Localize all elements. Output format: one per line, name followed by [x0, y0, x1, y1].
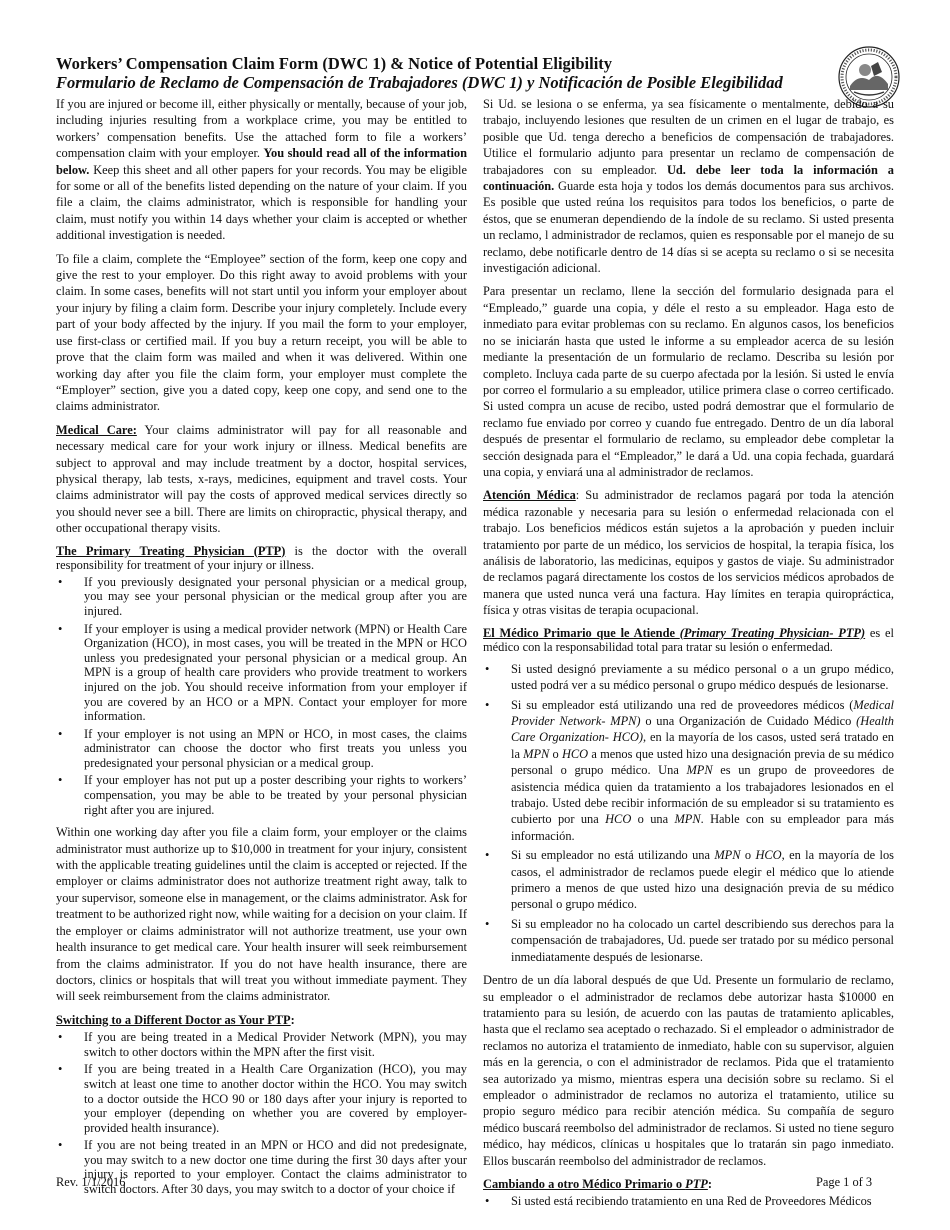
list-item: • If your employer is not using an MPN or HCO, in most cases, the claims administrator can choose the doctor who first treats you unless you predesignated your personal physician or a medical group.: [84, 727, 467, 771]
bullet-text: o: [740, 848, 756, 863]
bullet-text: Si su empleador está utilizando una red de proveedores médicos (: [511, 697, 854, 712]
bullet-text: , en la mayoría de los casos, usted será tratado en la: [511, 730, 894, 761]
ptp-bullet-list-es: [483, 661, 894, 965]
list-item: • Si su empleador no ha colocado un cartel describiendo sus derechos para la compensación de trabajadores, Ud. puede ser tratado por su médico personal inmediatamente después de lesionarse.: [511, 916, 894, 965]
title-english: Workers’ Compensation Claim Form (DWC 1) & Notice of Potential Eligibility: [56, 54, 613, 73]
switching-heading-text: Switching to a Different Doctor as Your PTP: [56, 1012, 291, 1027]
medical-care-heading: Medical Care:: [56, 422, 137, 437]
list-item: [511, 847, 894, 913]
bullet-italic: (Health Care Organization- HCO): [511, 714, 894, 745]
english-column: [56, 96, 467, 1204]
ptp-bullet-list: [56, 575, 467, 818]
bullet-text: o una: [631, 812, 675, 827]
ptp-paragraph: [56, 544, 467, 573]
page-number: Page 1 of 3: [816, 1175, 873, 1189]
intro-text-es: Si Ud. se lesiona o se enferma, ya sea físicamente o mentalmente, debido a su trabajo, incluyendo lesiones que resulten de un crimen en el lugar de trabajo, es posible que Ud. tenga derecho a beneficios de compensación de trabajadores. Utilice el formulario adjunto para presentar un reclamo de compensación de trabajadores con su empleador.: [483, 97, 894, 177]
authorization-paragraph-es: Dentro de un día laboral después de que Ud. Presente un formulario de reclamo, su empleador o el administrador de reclamos debe autorizar hasta $10000 en tratamiento para su lesión, de acuerdo con las pautas de tratamiento aplicables, hasta que el reclamo sea aceptado o rechazado. Si el empleador o administrador de reclamos no autoriza el tratamiento de inmediato, hable con su supervisor, alguien más en la gerencia, o con el administrador de reclamos. Pida que el tratamiento sea autorizado ya mismo, mientras espera una decisión sobre su reclamo. Si el empleador o administrador de reclamos no autoriza el tratamiento, utilice su propio seguro médico para recibir atención médica. Su compañía de seguro médico buscará reembolso del administrador de reclamos. Si usted no tiene seguro médico, hay médicos, clínicas u hospitales que lo tratarán sin pago inmediato. Ellos buscarán reembolso del administrador de reclamos.: [483, 973, 894, 1168]
medical-care-text: Your claims administrator will pay for all reasonable and necessary medical care for your work injury or illness. Medical benefits are subject to approval and may include treatment by a doctor, hospital services, physical therapy, lab tests, x-rays, medicines, equipment and travel costs. Your claims administrator will pay the costs of approved medical services directly so you should never see a bill. There are limits on chiropractic, physical therapy, and other occupational therapy visits.: [56, 422, 467, 536]
switching-heading-es-colon: :: [707, 1176, 712, 1191]
intro-bold-text: You should read all of the information below.: [56, 146, 467, 177]
bullet-italic: HCO: [561, 746, 589, 761]
form-title: [56, 54, 836, 92]
intro-text-cont: Keep this sheet and all other papers for your records. You may be eligible for some or all of the benefits listed depending on the nature of your claim. If you file a claim, the claims administrator, which is responsible for handling your claim, must notify you within 14 days whether your claim is accepted or whether additional investigation is needed.: [56, 162, 467, 243]
switching-heading-es-italic: PTP: [685, 1176, 708, 1191]
bullet-italic: HCO: [605, 812, 632, 827]
bullet-italic: MPN: [674, 812, 701, 827]
ptp-heading-es: El Médico Primario que le Atiende: [483, 625, 680, 640]
medical-care-text-es: : Su administrador de reclamos pagará por toda la atención médica razonable y necesaria para su lesión o enfermedad relacionada con el trabajo. Los beneficios médicos están sujetos a la aprobación y pueden incluir tratamiento por parte de un médico, los servicios de hospital, la terapia física, los análisis de laboratorio, las medicinas, equipos y gastos de viaje. Su administrador de reclamos pagará directamente los costos de los servicios médicos aprobados de manera que usted nunca verá una factura. Hay límites en terapia quiropráctica, física y otras visitas de terapia ocupacional.: [483, 488, 894, 618]
list-item: • If you previously designated your personal physician or a medical group, you may see your personal physician or the medical group after you are injured.: [84, 575, 467, 619]
list-item: • If you are being treated in a Health Care Organization (HCO), you may switch at least one time to another doctor within the HCO. You may switch to a doctor outside the HCO 90 or 180 days after your injury is reported to your employer (depending on whether you are covered by employer-provided health insurance).: [84, 1062, 467, 1135]
bullet-italic: MPN: [523, 746, 550, 761]
intro-paragraph-es: [483, 96, 894, 276]
file-claim-paragraph: To file a claim, complete the “Employee” section of the form, keep one copy and give the rest to your employer. Do this right away to avoid problems with your claim. In some cases, benefits will not start until you inform your employer about your injury by filing a claim form. Describe your injury completely. Include every part of your body affected by the injury. If you mail the form to your employer, use first-class or certified mail. If you buy a return receipt, you will be able to prove that the claim form was mailed and when it was delivered. Within one working day after you file the claim form, your employer must complete the “Employer” section, give you a dated copy, keep one copy, and send one to the claims administrator.: [56, 251, 467, 414]
bullet-italic: MPN: [714, 848, 741, 863]
list-item: • If your employer has not put up a poster describing your rights to workers’ compensation, you may be able to be treated by your personal physician right after you are injured.: [84, 773, 467, 817]
intro-paragraph: [56, 96, 467, 244]
bullet-text: . Hable con su empleador para más información.: [511, 812, 894, 843]
list-item: • Si usted designó previamente a su médico personal o a un grupo médico, usted podrá ver a su médico personal o grupo médico después de lesionarse.: [511, 661, 894, 694]
bullet-text: , en la mayoría de los casos, el administrador de reclamos puede elegir el médico que lo atiende primero a menos de que usted hizo una designación previa de su médico personal o grupo médico.: [511, 848, 894, 912]
ptp-text: is the doctor with the overall responsibility for treatment of your injury or illness.: [56, 543, 467, 573]
intro-bold-text-es: Ud. debe leer toda la información a continuación.: [483, 162, 895, 194]
ptp-heading-es-italic: (Primary Treating Physician- PTP): [679, 625, 866, 640]
switching-bullet-list-es: [483, 1194, 894, 1209]
list-item: • Si usted está recibiendo tratamiento en una Red de Proveedores Médicos: [511, 1194, 894, 1209]
list-item: [511, 697, 894, 845]
list-item: • If you are being treated in a Medical Provider Network (MPN), you may switch to other doctors within the MPN after the first visit.: [84, 1030, 467, 1059]
switching-bullet-list: [56, 1030, 467, 1197]
authorization-paragraph: Within one working day after you file a claim form, your employer or the claims administrator must authorize up to $10,000 in treatment for your injury, consistent with the applicable treating guidelines until the claim is accepted or rejected. If the employer or claims administrator does not authorize treatment right away, talk to your supervisor, someone else in management, or the claims administrator. Ask for treatment to be authorized right now, while waiting for a decision on your claim. If the employer or claims administrator will not authorize treatment, use your own health insurance to get medical care. Your health insurer will seek reimbursement from the claims administrator. If you do not have health insurance, there are doctors, clinics or hospitals that will treat you without immediate payment. They will seek reimbursement from the claims administrator.: [56, 825, 467, 1004]
switching-heading: [56, 1012, 467, 1028]
bullet-text: o: [549, 746, 562, 761]
bullet-text: o una Organización de Cuidado Médico: [640, 714, 857, 728]
ptp-text-es: es el médico con la responsabilidad total para tratar su lesión o enfermedad.: [483, 625, 894, 655]
title-spanish: Formulario de Reclamo de Compensación de Trabajadores (DWC 1) y Notificación de Posible Elegibilidad: [56, 73, 783, 92]
list-item: • If you are not being treated in an MPN or HCO and did not predesignate, you may switch to a new doctor one time during the first 30 days after your injury is reported to your employer. Contact the claims administrator to switch doctors. After 30 days, you may switch to a doctor of your choice if: [84, 1138, 467, 1196]
medical-care-paragraph: [56, 422, 467, 537]
switching-heading-es-text: Cambiando a otro Médico Primario o: [483, 1176, 686, 1191]
intro-text: If you are injured or become ill, either physically or mentally, because of your job, including injuries resulting from a workplace crime, you may be entitled to workers’ compensation benefits. Use the attached form to file a workers’ compensation claim with your employer.: [56, 97, 467, 161]
bullet-text: es un grupo de proveedores de asistencia médica quien da tratamiento a los trabajadores lesionados en el trabajo. Usted debe recibir información de su empleador si su tratamiento es cubierto por una: [511, 763, 894, 827]
file-claim-paragraph-es: Para presentar un reclamo, llene la sección del formulario designada para el “Empleado,” guarde una copia, y déle el resto a su empleador. Haga esto de inmediato para evitar problemas con su reclamo. En algunos casos, los beneficios no se iniciarán hasta que usted le informe a su empleador acerca de su lesión mediante la presentación de un formulario de reclamo. Describa su lesión por completo. Incluya cada parte de su cuerpo afectada por la lesión. Si usted le envía por correo el formulario a su empleador, utilice primera clase o correo certificado. Si usted compra un acuse de recibo, usted podrá demostrar que el formulario de reclamo fue enviado por correo y cuando fue entregado. Dentro de un día laboral después de presentar el formulario de reclamo, su empleador debe completar la sección designada para el “Empleador,” le dará a Ud. una copia fechada, guardará una copia, y enviará una al administrador de reclamos.: [483, 284, 894, 479]
switching-heading-colon: :: [290, 1012, 295, 1027]
ptp-heading: The Primary Treating Physician (PTP): [56, 543, 286, 558]
bullet-italic: HCO: [755, 848, 782, 863]
bullet-text: a menos que usted hizo una designación previa de su médico personal o grupo médico. Una: [511, 746, 895, 778]
bullet-italic: MPN: [686, 763, 713, 778]
spanish-column: [483, 96, 894, 1216]
revision-date: Rev. 1/1/2016: [56, 1175, 126, 1189]
list-item: • If your employer is using a medical provider network (MPN) or Health Care Organization (HCO), in most cases, you will be treated in the MPN or HCO unless you predesignated your personal physician or a medical group. An MPN is a group of health care providers who provide treatment to workers injured on the job. You should receive information from your employer if you are covered by an HCO or a MPN. Contact your employer for more information.: [84, 622, 467, 724]
ptp-paragraph-es: [483, 626, 894, 655]
bullet-text: Si su empleador no está utilizando una: [511, 848, 715, 863]
bullet-italic: Medical Provider Network- MPN): [511, 697, 894, 728]
medical-care-paragraph-es: [483, 487, 894, 618]
intro-text-cont-es: Guarde esta hoja y todos los demás documentos para sus archivos. Es posible que usted reúna los requisitos para todos los beneficios, o parte de éstos, que se enumeran dependiendo de la índole de su reclamo. Si usted presenta un reclamo, l administrador de reclamos, quien es responsable por el manejo de su reclamo, debe notificarle dentro de 14 días si se acepta su reclamo o si se necesita investigación adicional.: [483, 179, 894, 276]
medical-care-heading-es: Atención Médica: [483, 488, 576, 503]
